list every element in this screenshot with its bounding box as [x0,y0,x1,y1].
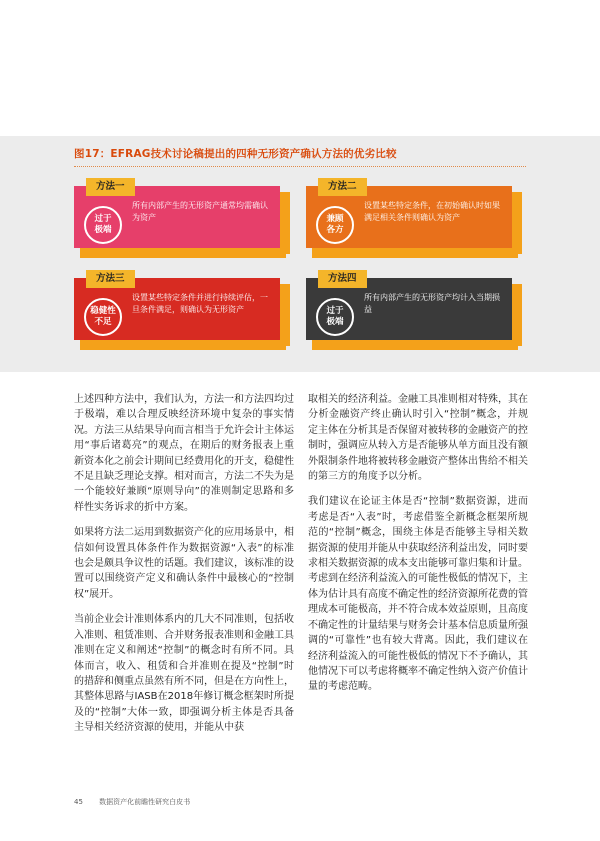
method-card-4 [306,273,522,350]
method-tag: 方法四 [318,270,367,288]
method-badge: 过于 极端 [84,206,122,244]
method-card-3 [74,273,290,350]
method-badge: 过于 极端 [316,298,354,336]
figure-title: 图17：EFRAG技术讨论稿提出的四种无形资产确认方法的优劣比较 [74,148,397,160]
document-title: 数据资产化前瞻性研究白皮书 [99,798,191,806]
page-footer [74,797,204,807]
paragraph: 当前企业会计准则体系内的几大不同准则，包括收入准则、租赁准则、合并财务报表准则和金融工具准则在定义和阐述“控制”的概念时有所不同。具体而言，收入、租赁和合并准则在提及“控制”时的措辞和侧重点虽然有所不同，但是在方向性上，其整体思路与IASB在2018年修订概念框架时所提及的“控制”大体一致，即强调分析主体是否具备主导相关经济资源的使用，并能从中获 [74,614,294,734]
paragraph: 取相关的经济利益。金融工具准则相对特殊，其在分析金融资产终止确认时引入“控制”概念，并规定主体在分析其是否保留对被转移的金融资产的控制时，强调应从转入方是否能够从单方面且没有额外限制条件地将被转移金融资产整体出售给不相关的第三方的角度予以分析。 [308,394,528,483]
paragraph: 如果将方法二运用到数据资产化的应用场景中，相信如何设置具体条件作为数据资源“入表”的标准也会是颇具争议性的话题。我们建议，该标准的设置可以围绕资产定义和确认条件中最核心的“控制权”展开。 [74,527,294,600]
right-text-column [308,392,528,705]
method-description: 设置某些特定条件并进行持续评估，一旦条件满足，则确认为无形资产 [132,293,268,314]
paragraph: 上述四种方法中，我们认为，方法一和方法四均过于极端，难以合理反映经济环境中复杂的事实情况。方法三从结果导向而言相当于允许会计主体运用“事后诸葛亮”的观点，在期后的财务报表上重新资本化之前会计期间已经费用化的开支，稳健性不足且缺乏理论支撑。相对而言，方法二不失为是一个能较好兼顾“原则导向”的准则制定思路和多样性实务诉求的折中方案。 [74,394,294,513]
method-tag: 方法二 [318,178,367,196]
left-text-column [74,392,294,746]
method-description: 所有内部产生的无形资产通常均需确认为资产 [132,201,268,222]
method-card-2 [306,181,522,258]
method-tag: 方法三 [86,270,135,288]
method-description: 所有内部产生的无形资产均计入当期损益 [364,293,500,314]
method-card-1 [74,181,290,258]
page-number: 45 [74,798,83,806]
figure-title-rule [74,166,526,167]
method-description: 设置某些特定条件，在初始确认时如果满足相关条件则确认为资产 [364,201,500,222]
method-tag: 方法一 [86,178,135,196]
method-badge: 稳健性 不足 [84,298,122,336]
paragraph: 我们建议在论证主体是否“控制”数据资源，进而考虑是否“入表”时，考虑借鉴全新概念框架所规范的“控制”概念，围绕主体是否能够主导相关数据资源的使用并能从中获取经济利益出发，同时要求相关数据资源的成本支出能够可靠归集和计量。考虑到在经济利益流入的可能性极低的情况下，主体为估计具有高度不确定性的经济资源所花费的管理成本可能极高，并不符合成本效益原则，且高度不确定性的计量结果与财务会计基本信息质量所强调的“可靠性”也有较大背离。因此，我们建议在经济利益流入的可能性极低的情况下不予确认，其他情况下可以考虑将概率不确定性纳入资产价值计量的考虑范畴。 [308,496,528,693]
method-badge: 兼顾 各方 [316,206,354,244]
